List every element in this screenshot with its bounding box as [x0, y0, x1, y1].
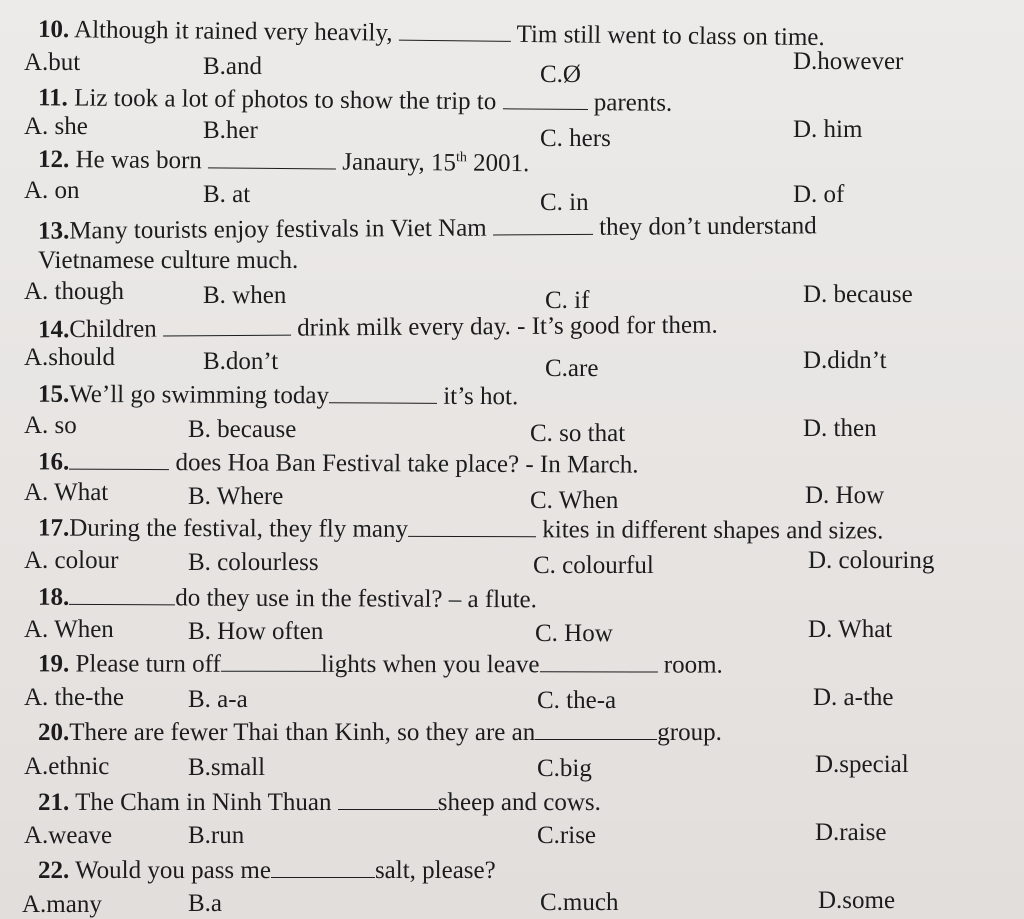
question-text: it’s hot.: [443, 382, 519, 411]
option-d[interactable]: D. How: [805, 482, 885, 509]
question-text: We’ll go swimming today: [69, 380, 330, 410]
answer-blank[interactable]: [208, 147, 336, 169]
option-a[interactable]: A.many: [22, 891, 102, 918]
answer-blank[interactable]: [502, 88, 587, 110]
answer-blank[interactable]: [329, 382, 437, 404]
option-c[interactable]: C. hers: [540, 125, 611, 152]
question-text: lights when you leave: [320, 650, 540, 679]
question-20: [38, 719, 722, 745]
answer-blank[interactable]: [535, 719, 657, 740]
answer-blank[interactable]: [408, 516, 536, 537]
question-text: sheep and cows.: [437, 789, 601, 816]
question-number: 17.: [37, 514, 70, 542]
answer-blank[interactable]: [540, 651, 658, 672]
option-a[interactable]: A.but: [24, 49, 81, 76]
option-d[interactable]: D.however: [793, 48, 904, 75]
option-c[interactable]: C.are: [545, 355, 599, 382]
option-d[interactable]: D. a-the: [813, 684, 894, 711]
option-d[interactable]: D. him: [793, 116, 863, 143]
question-text: Liz took a lot of photos to show the trip to: [74, 84, 497, 116]
question-text: Tim still went to class on time.: [516, 20, 825, 52]
option-a[interactable]: A. What: [24, 479, 109, 506]
option-d[interactable]: D. of: [793, 181, 845, 208]
option-b[interactable]: B. because: [188, 416, 297, 443]
question-text: do they use in the festival? – a flute.: [175, 584, 538, 614]
option-d[interactable]: D. colouring: [808, 547, 935, 574]
question-number: 11.: [37, 84, 68, 112]
ordinal-suffix: th: [455, 150, 467, 166]
question-text: they don’t understand: [599, 212, 817, 241]
question-number: 20.: [38, 719, 70, 746]
answer-blank[interactable]: [69, 584, 175, 606]
question-number: 19.: [37, 650, 70, 678]
answer-blank[interactable]: [493, 214, 593, 236]
question-text: parents.: [593, 89, 673, 117]
answer-blank[interactable]: [271, 857, 375, 878]
question-22: [38, 857, 496, 883]
question-10: [38, 16, 825, 50]
answer-blank[interactable]: [338, 789, 438, 810]
question-21: [38, 789, 601, 815]
question-14: [38, 312, 718, 343]
option-b[interactable]: B.run: [188, 822, 245, 849]
question-17: [38, 515, 884, 544]
option-a[interactable]: A.ethnic: [24, 753, 110, 780]
option-d[interactable]: D. because: [803, 281, 913, 308]
option-d[interactable]: D.didn’t: [803, 347, 887, 374]
option-c[interactable]: C. How: [535, 620, 613, 647]
question-text: kites in different shapes and sizes.: [542, 516, 884, 545]
option-d[interactable]: D.some: [818, 887, 896, 914]
option-c[interactable]: C. in: [540, 189, 589, 216]
option-a[interactable]: A.weave: [24, 822, 113, 849]
question-11: [38, 84, 672, 116]
answer-blank[interactable]: [221, 651, 321, 672]
question-19: [38, 650, 723, 677]
option-b[interactable]: B. at: [203, 181, 251, 208]
option-b[interactable]: B.small: [188, 754, 266, 781]
option-a[interactable]: A. on: [24, 177, 80, 204]
option-a[interactable]: A. she: [24, 113, 88, 140]
option-b[interactable]: B. How often: [188, 618, 324, 645]
question-13: [38, 212, 817, 243]
question-text: Many tourists enjoy festivals in Viet Nam: [69, 214, 487, 245]
question-number: 21.: [38, 789, 70, 816]
option-b[interactable]: B.a: [188, 890, 223, 917]
question-text: He was born: [75, 146, 202, 175]
option-c[interactable]: C.much: [540, 889, 619, 916]
question-number: 18.: [37, 583, 70, 611]
option-b[interactable]: B.her: [203, 117, 258, 144]
option-a[interactable]: A. colour: [24, 547, 119, 574]
option-c[interactable]: C. When: [530, 487, 619, 514]
question-number: 14.: [37, 316, 70, 344]
option-d[interactable]: D. What: [808, 616, 893, 643]
answer-blank[interactable]: [399, 20, 511, 42]
question-text: The Cham in Ninh Thuan: [75, 789, 332, 816]
option-a[interactable]: A.should: [24, 344, 115, 371]
question-text: Children: [69, 315, 157, 344]
question-12: [38, 146, 530, 176]
question-number: 22.: [38, 857, 70, 884]
question-text: drink milk every day. - It’s good for them.: [297, 311, 718, 342]
answer-blank[interactable]: [163, 315, 291, 337]
option-b[interactable]: B. colourless: [188, 549, 319, 576]
question-number: 12.: [37, 145, 70, 174]
option-c[interactable]: C.Ø: [540, 61, 581, 88]
question-text: During the festival, they fly many: [69, 514, 409, 543]
question-18: [38, 584, 537, 613]
option-d[interactable]: D. then: [803, 415, 877, 442]
option-c[interactable]: C. so that: [530, 420, 626, 447]
question-15: [38, 381, 518, 410]
option-d[interactable]: D.raise: [815, 819, 887, 846]
question-number: 15.: [37, 380, 70, 408]
question-text: group.: [657, 719, 722, 746]
option-c[interactable]: C.rise: [537, 822, 597, 849]
question-text: Although it rained very heavily,: [73, 16, 393, 47]
option-b[interactable]: B. when: [203, 282, 287, 309]
question-text: Would you pass me: [75, 857, 271, 884]
question-text: There are fewer Thai than Kinh, so they are an: [69, 719, 536, 746]
answer-blank[interactable]: [69, 449, 169, 471]
question-13-continued: Vietnamese culture much.: [38, 247, 299, 274]
question-text: Janaury, 15: [342, 148, 457, 177]
question-number: 13.: [37, 217, 70, 245]
option-c[interactable]: C.big: [537, 755, 592, 782]
option-c[interactable]: C. colourful: [533, 552, 654, 579]
question-text: room.: [663, 651, 723, 679]
option-a[interactable]: A. though: [24, 278, 124, 305]
option-b[interactable]: B. a-a: [188, 686, 248, 713]
option-d[interactable]: D.special: [815, 751, 909, 778]
question-text: salt, please?: [374, 857, 496, 884]
option-c[interactable]: C. the-a: [537, 687, 617, 714]
option-b[interactable]: B.and: [203, 53, 263, 80]
question-text: does Hoa Ban Festival take place? - In March.: [175, 449, 639, 479]
option-b[interactable]: B.don’t: [203, 348, 279, 375]
question-text: Please turn off: [75, 650, 221, 678]
question-text: 2001.: [466, 149, 530, 178]
question-number: 16.: [37, 448, 70, 476]
question-16: [38, 448, 639, 477]
option-a[interactable]: A. so: [24, 412, 77, 439]
option-a[interactable]: A. When: [24, 616, 114, 643]
option-c[interactable]: C. if: [545, 287, 590, 314]
option-a[interactable]: A. the-the: [24, 684, 124, 711]
option-b[interactable]: B. Where: [188, 483, 284, 510]
question-number: 10.: [37, 15, 70, 44]
